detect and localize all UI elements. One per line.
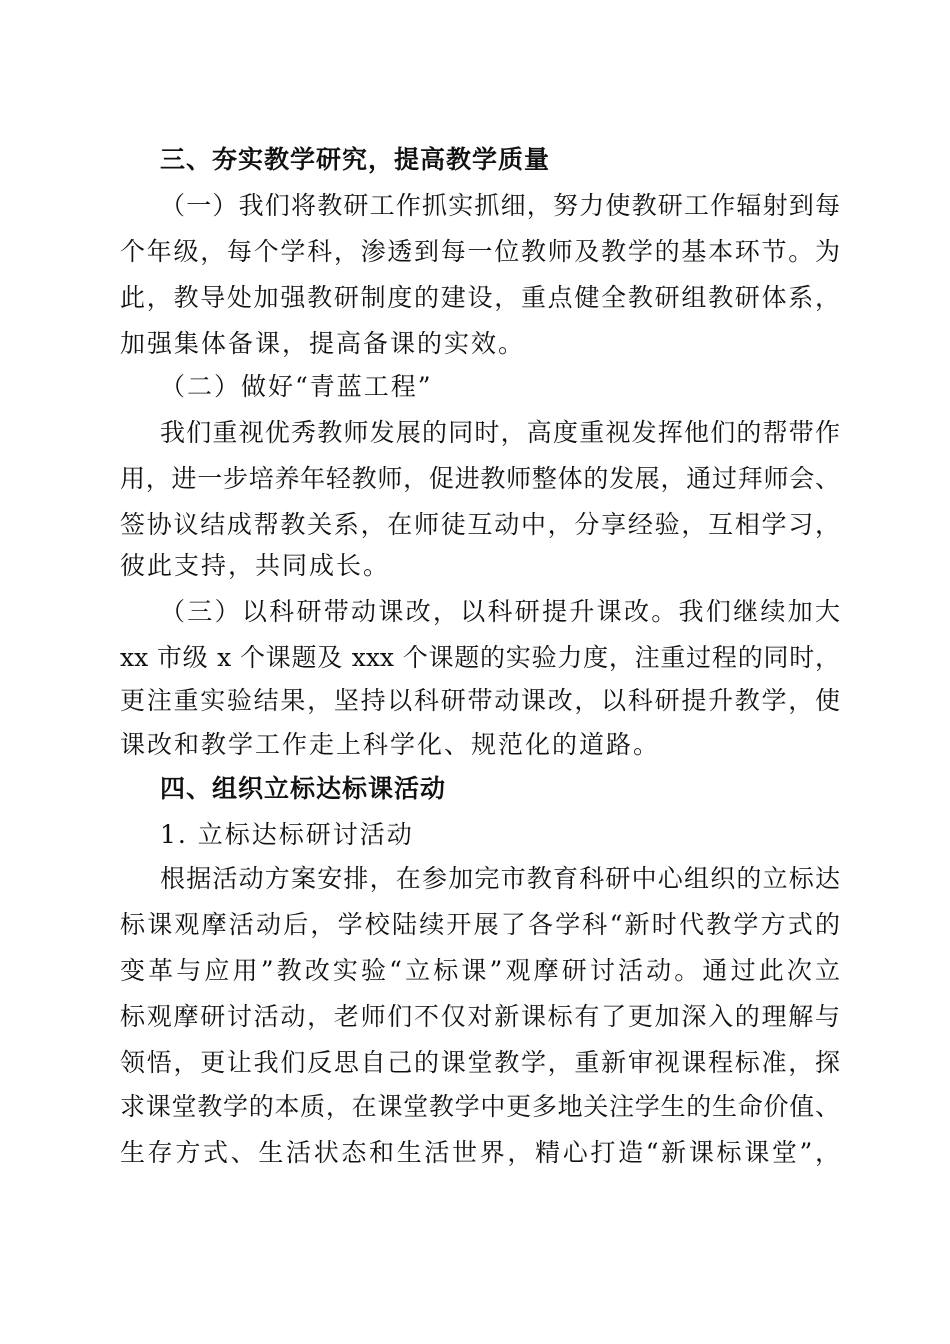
section3-p3-line2: xx 市级 x 个课题及 xxx 个课题的实验力度，注重过程的同时， (120, 643, 840, 672)
section4-p1-line3: 变革与应用”教改实验“立标课”观摩研讨活动。通过此次立 (120, 956, 840, 985)
section3-p1-line1: （一）我们将教研工作抓实抓细，努力使教研工作辐射到每 (160, 191, 840, 220)
section3-p2-line4: 彼此支持，共同成长。 (120, 551, 391, 580)
section3-p2-line3: 签协议结成帮教关系，在师徒互动中，分享经验，互相学习， (120, 510, 840, 539)
section4-p1-line4: 标观摩研讨活动，老师们不仅对新课标有了更加深入的理解与 (120, 1002, 840, 1031)
section3-p1-line4: 加强集体备课，提高备课的实效。 (120, 329, 526, 358)
section4-sub1: 1. 立标达标研讨活动 (160, 820, 414, 849)
section4-p1-line5: 领悟，更让我们反思自己的课堂教学，重新审视课程标准，探 (120, 1048, 840, 1077)
section3-p2-line2: 用，进一步培养年轻教师，促进教师整体的发展，通过拜师会、 (120, 464, 840, 493)
section3-p1-line3: 此，教导处加强教研制度的建设，重点健全教研组教研体系， (120, 283, 840, 312)
section3-p3-line3: 更注重实验结果，坚持以科研带动课改，以科研提升教学，使 (120, 686, 840, 715)
section3-p2-title: （二）做好“青蓝工程” (160, 372, 433, 401)
section3-p1-line2: 个年级，每个学科，渗透到每一位教师及教学的基本环节。为 (120, 237, 840, 266)
section4-p1-line1: 根据活动方案安排，在参加完市教育科研中心组织的立标达 (160, 864, 840, 893)
section3-heading: 三、夯实教学研究，提高教学质量 (160, 145, 551, 174)
section3-p3-line4: 课改和教学工作走上科学化、规范化的道路。 (120, 730, 661, 759)
section4-p1-line2: 标课观摩活动后，学校陆续开展了各学科“新时代教学方式的 (120, 910, 840, 939)
section4-p1-line7: 生存方式、生活状态和生活世界，精心打造“新课标课堂”， (120, 1138, 840, 1167)
section4-p1-line6: 求课堂教学的本质，在课堂教学中更多地关注学生的生命价值、 (120, 1092, 840, 1121)
section3-p2-line1: 我们重视优秀教师发展的同时，高度重视发挥他们的帮带作 (160, 418, 840, 447)
section3-p3-line1: （三）以科研带动课改，以科研提升课改。我们继续加大 (160, 597, 840, 626)
section4-heading: 四、组织立标达标课活动 (160, 774, 447, 803)
